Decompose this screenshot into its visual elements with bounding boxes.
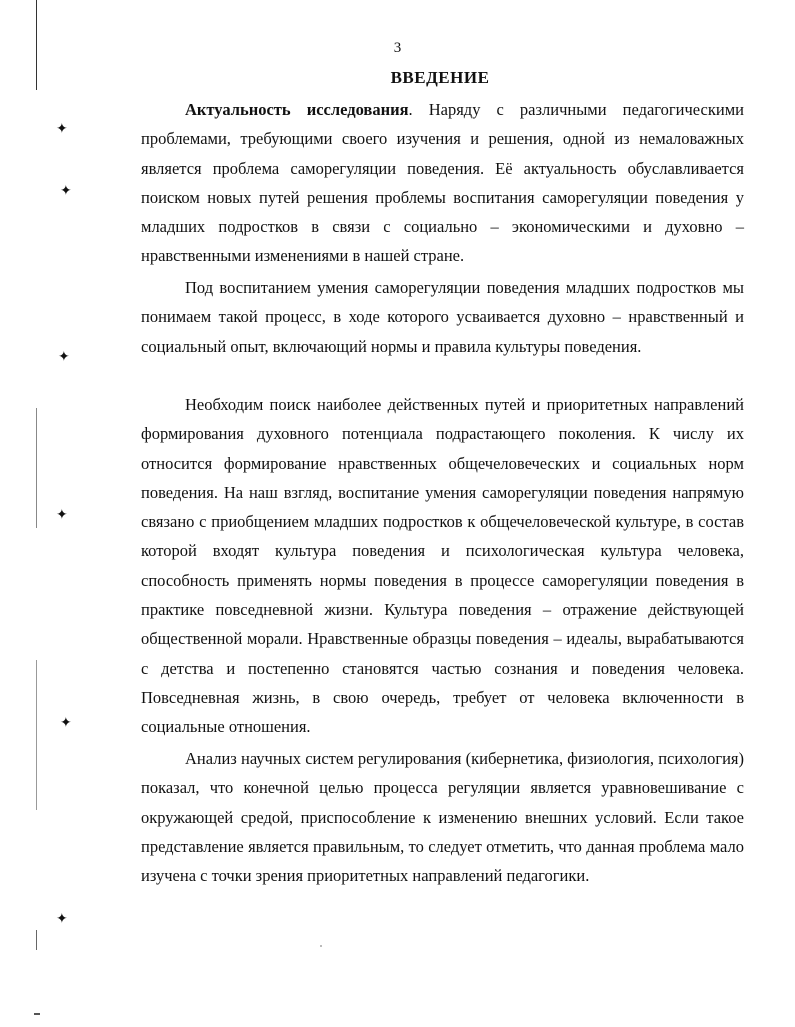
scan-margin-line (36, 408, 37, 528)
binding-hole-mark: ✦ (56, 508, 68, 523)
scan-margin-line (36, 660, 37, 810)
page-number: 3 (393, 40, 402, 56)
scan-speck (320, 945, 322, 947)
page-heading: ВВЕДЕНИЕ (390, 68, 490, 87)
scan-corner-mark (34, 1013, 40, 1015)
paragraph-text: Анализ научных систем регулирования (кибернетика, физиология, психология) показал, что конечной целью процесса регуляции является уравновешивание с окружающей средой, приспособление к изменению внешних условий. Если такое представление является правильным, то следует отметить, что данная проблема мало изучена с точки зрения приоритетных направлений педагогики. (141, 749, 744, 886)
paragraph-definition (141, 273, 744, 361)
binding-hole-mark: ✦ (56, 912, 68, 927)
binding-hole-mark: ✦ (56, 122, 68, 137)
binding-hole-mark: ✦ (58, 350, 70, 365)
paragraph-analysis (141, 744, 744, 890)
paragraph-lead: Актуальность исследования (185, 100, 409, 119)
paragraph-text: Необходим поиск наиболее действенных путей и приоритетных направлений формирования духовного потенциала подрастающего поколения. К числу их относится формирование нравственных общечеловеческих и социальных норм поведения. На наш взгляд, воспитание умения саморегуляции поведения напрямую связано с приобщением младших подростков к общечеловеческой культуре, в состав которой входят культура поведения и психологическая культура человека, способность применять нормы поведения в процессе саморегуляции поведения в практике повседневной жизни. Культура поведения – отражение действующей общественной морали. Нравственные образцы поведения – идеалы, вырабатываются с детства и постепенно становятся частью сознания и поведения человека. Повседневная жизнь, в свою очередь, требует от человека включенности в социальные отношения. (141, 395, 744, 737)
scan-margin-line (36, 930, 37, 950)
paragraph-culture (141, 390, 744, 742)
binding-hole-mark: ✦ (60, 716, 72, 731)
paragraph-text: Под воспитанием умения саморегуляции поведения младших подростков мы понимаем такой процесс, в ходе которого усваивается духовно – нравственный и социальный опыт, включающий нормы и правила культуры поведения. (141, 278, 744, 356)
paragraph-text: . Наряду с различными педагогическими проблемами, требующими своего изучения и решения, одной из немаловажных является проблема саморегуляции поведения. Её актуальность обуславливается поиском новых путей решения проблемы воспитания саморегуляции поведения у младших подростков в связи с социально – экономическими и духовно – нравственными изменениями в нашей стране. (141, 100, 744, 266)
binding-hole-mark: ✦ (60, 184, 72, 199)
paragraph-relevance (141, 95, 744, 271)
